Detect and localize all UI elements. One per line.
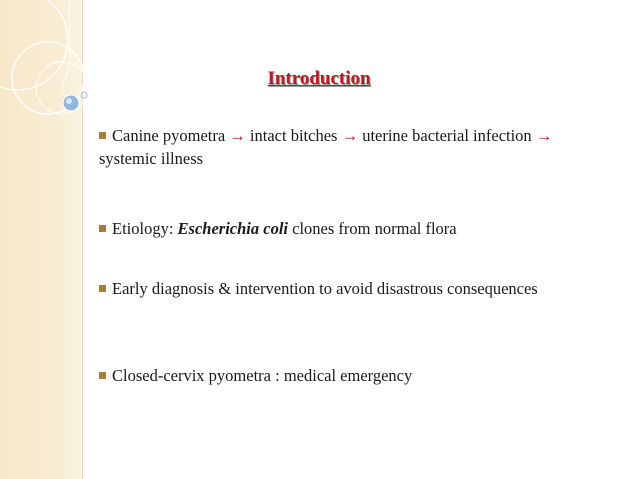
bullet-marker [99,372,106,379]
right-arrow-icon: → [341,126,359,145]
bullet-marker [99,132,106,139]
bullet-marker [99,285,106,292]
decorative-circles [0,0,120,200]
bullet-4: Closed-cervix pyometra : medical emergency [99,364,599,387]
right-arrow-icon: → [535,126,553,145]
slide-title: Introduction [267,68,371,89]
bullet-3: Early diagnosis & intervention to avoid disastrous consequences [99,277,599,300]
bullet-1: Canine pyometra → intact bitches → uterine bacterial infection → systemic illness [99,126,553,168]
right-arrow-icon: → [229,126,246,145]
bullet-marker [99,225,106,232]
bullet-2: Etiology: Escherichia coli clones from normal flora [99,217,599,240]
species-name: Escherichia coli [177,219,289,238]
